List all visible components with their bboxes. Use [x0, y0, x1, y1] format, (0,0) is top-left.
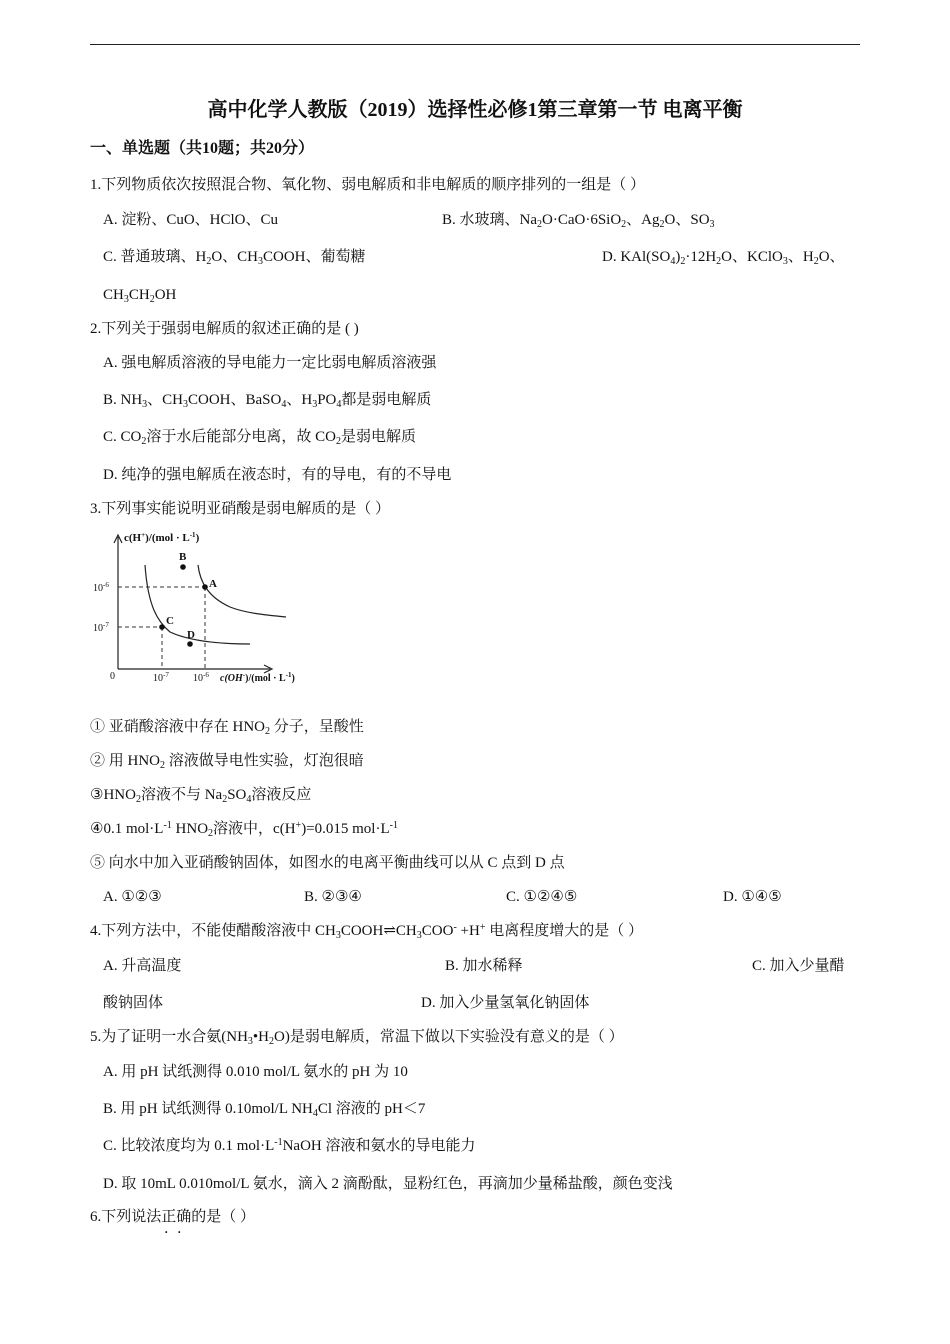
q4-option-c-continued: 酸钠固体 — [103, 995, 164, 1011]
x-tick-1e-7: $10^{-7}$ — [153, 671, 169, 684]
curve-low-temperature — [145, 565, 250, 644]
q3-statement-5: ⑤ 向水中加入亚硝酸钠固体，如图水的电离平衡曲线可以从 C 点到 D 点 — [90, 855, 565, 871]
q4-option-c: C. 加入少量醋 — [752, 958, 845, 974]
q4-option-b: B. 加水稀释 — [445, 958, 523, 974]
q4-option-d: D. 加入少量氢氧化钠固体 — [421, 995, 590, 1011]
q3-statement-2: ② 用 $HNO_2$ 溶液做导电性实验，灯泡很暗 — [90, 753, 364, 771]
x-tick-1e-6: $10^{-6}$ — [193, 671, 209, 684]
q5-option-d: D. 取 10mL 0.010mol/L 氨水，滴入 2 滴酚酞，显粉红色，再滴加少量稀盐酸，颜色变浅 — [103, 1176, 673, 1192]
q2-option-c: C. $CO_2$溶于水后能部分电离，故 $CO_2$是弱电解质 — [103, 429, 416, 447]
section-heading: 一、单选题（共10题；共20分） — [90, 140, 315, 157]
q5-option-b: B. 用 pH 试纸测得 0.10mol/L $NH_4Cl$ 溶液的 pH＜7 — [103, 1101, 426, 1119]
q3-option-d: D. ①④⑤ — [723, 889, 782, 905]
q2-option-a: A. 强电解质溶液的导电能力一定比弱电解质溶液强 — [103, 355, 437, 371]
q5-stem: 5.为了证明一水合氨$(NH_3•H_2O)$是弱电解质，常温下做以下实验没有意义的是（ ） — [90, 1029, 624, 1047]
q3-option-c: C. ①②④⑤ — [506, 889, 578, 905]
q3-statement-1: ① 亚硝酸溶液中存在 $HNO_2$ 分子，呈酸性 — [90, 719, 364, 737]
q1-option-a: A. 淀粉、CuO、HClO、Cu — [103, 212, 279, 228]
q2-option-b: B. $NH_3$、$CH_3COOH$、BaSO$_4$、$H_3PO_4$都是弱电解质 — [103, 392, 432, 410]
header-rule — [90, 44, 860, 45]
q1-stem: 1.下列物质依次按照混合物、氧化物、弱电解质和非电解质的顺序排列的一组是（ ） — [90, 177, 646, 193]
q1-option-c: C. 普通玻璃、$H_2O$、$CH_3COOH$、葡萄糖 — [103, 249, 366, 267]
q3-option-b: B. ②③④ — [304, 889, 362, 905]
point-c-marker — [159, 624, 165, 630]
q4-option-a: A. 升高温度 — [103, 958, 182, 974]
q4-stem: 4.下列方法中，不能使醋酸溶液中 $CH_3COOH\rightleftharpoons CH_3COO^- +H^+$ 电离程度增大的是（ ） — [90, 922, 643, 941]
y-tick-1e-7: $10^{-7}$ — [93, 621, 109, 634]
q5-option-a: A. 用 pH 试纸测得 0.010 mol/L 氨水的 pH 为 10 — [103, 1064, 408, 1080]
water-ionization-curve-figure — [90, 527, 340, 692]
q2-option-d: D. 纯净的强电解质在液态时，有的导电，有的不导电 — [103, 467, 452, 483]
point-d-label: D — [187, 629, 195, 641]
y-tick-1e-6: $10^{-6}$ — [93, 581, 109, 594]
q1-option-b: B. 水玻璃、$Na_2O\cdot CaO\cdot 6SiO_2$、$Ag_2O$、$SO_3$ — [442, 212, 715, 230]
x-axis-label: $c(OH^-)/(mol \cdot L^{-1})$ — [220, 671, 295, 684]
point-a-label: A — [209, 578, 217, 590]
q6-stem: 6.下列说法正确 ·· 的是（ ） — [90, 1209, 256, 1239]
q6-emphasis: 正确 ·· — [161, 1209, 192, 1239]
page-title: 高中化学人教版（2019）选择性必修1第三章第一节 电离平衡 — [207, 99, 743, 121]
q2-stem: 2.下列关于强弱电解质的叙述正确的是 ( ) — [90, 321, 359, 337]
q1-option-d-continued: $CH_3CH_2OH$ — [103, 287, 177, 305]
curve-high-temperature — [198, 565, 286, 617]
q3-statement-4: ④0.1 $mol\cdot L^{-1}$ $HNO_2$溶液中，c(H+)=0.015 $mol\cdot L^{-1}$ — [90, 820, 398, 839]
q3-option-a: A. ①②③ — [103, 889, 162, 905]
q3-stem: 3.下列事实能说明亚硝酸是弱电解质的是（ ） — [90, 501, 391, 517]
point-c-label: C — [166, 615, 174, 627]
point-b-label: B — [179, 551, 187, 563]
point-a-marker — [202, 584, 208, 590]
q3-statement-3: $③HNO_2$溶液不与 $Na_2SO_4$溶液反应 — [90, 787, 312, 805]
q1-option-d: D. $KAl(SO_4)_2\cdot 12H_2O$、KClO$_3$、$H_2O$、 — [602, 249, 845, 267]
q5-option-c: C. 比较浓度均为 0.1 $mol\cdot L^{-1}NaOH$ 溶液和氨水的导电能力 — [103, 1137, 476, 1154]
origin-label: 0 — [110, 671, 115, 682]
y-axis-label: $c(H^+)/(mol \cdot L^{-1})$ — [124, 531, 200, 544]
point-d-marker — [187, 641, 193, 647]
point-b-marker — [180, 564, 186, 570]
